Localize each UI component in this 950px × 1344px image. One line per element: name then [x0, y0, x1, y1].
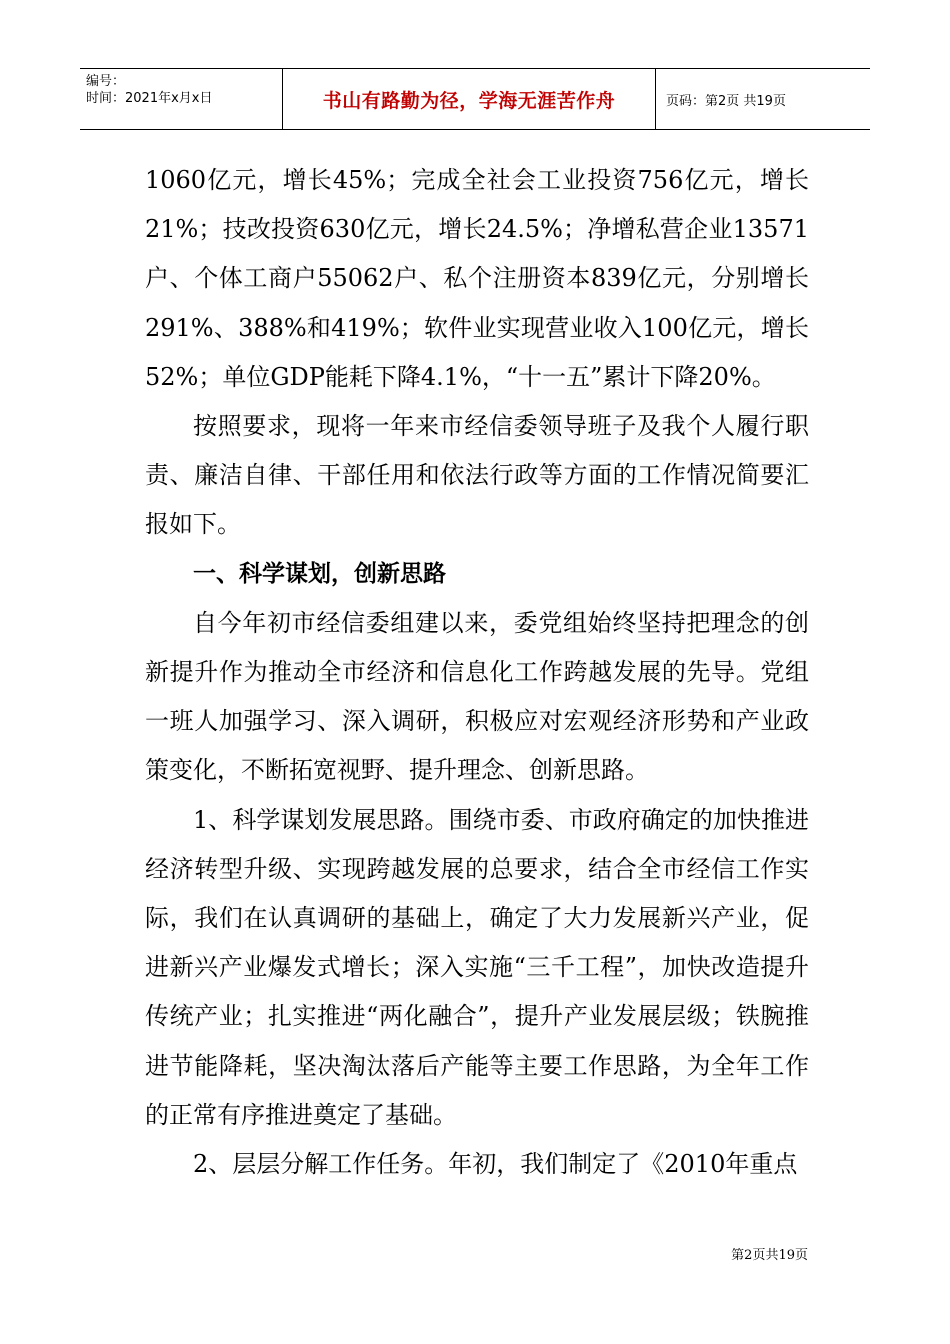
header-motto	[283, 69, 656, 129]
section-heading-1: 一、科学谋划，创新思路	[193, 560, 446, 587]
paragraph-item-2: 2、层层分解工作任务。年初，我们制定了《2010年重点	[193, 1150, 798, 1179]
header-page-cell	[656, 69, 870, 129]
paragraph-item-1: 1、科学谋划发展思路。围绕市委、市政府确定的加快推进经济转型升级、实现跨越发展的总要求，结合全市经信工作实际，我们在认真调研的基础上，确定了大力发展新兴产业，促进新兴产业爆发式增长；深入实施“三千工程”，加快改造提升传统产业；扎实推进“两化融合”，提升产业发展层级；铁腕推进节能降耗，坚决淘汰落后产能等主要工作思路，为全年工作的正常有序推进奠定了基础。	[145, 805, 809, 1129]
document-body	[145, 156, 809, 1189]
doc-number-label: 编号：	[86, 74, 126, 89]
page-header	[80, 68, 870, 130]
paragraph-section1-intro: 自今年初市经信委组建以来，委党组始终坚持把理念的创新提升作为推动全市经济和信息化工作跨越发展的先导。党组一班人加强学习、深入调研，积极应对宏观经济形势和产业政策变化，不断拓宽视野、提升理念、创新思路。	[145, 608, 809, 785]
header-page-label: 页码：第2页 共19页	[666, 93, 786, 109]
header-meta-cell	[80, 69, 283, 129]
paragraph-statistics: 1060亿元，增长45%；完成全社会工业投资756亿元，增长21%；技改投资630亿元，增长24.5%；净增私营企业13571户、个体工商户55062户、私个注册资本839亿元，分别增长291%、388%和419%；软件业实现营业收入100亿元，增长52%；单位GDP能耗下降4.1%，“十一五”累计下降20%。	[145, 166, 809, 391]
motto-text: 书山有路勤为径，学海无涯苦作舟	[322, 89, 616, 112]
page-footer	[731, 1244, 808, 1263]
doc-time-label: 时间：2021年x月x日	[86, 91, 213, 106]
footer-page-number: 第2页共19页	[731, 1248, 808, 1263]
paragraph-intro: 按照要求，现将一年来市经信委领导班子及我个人履行职责、廉洁自律、干部任用和依法行政等方面的工作情况简要汇报如下。	[145, 412, 809, 539]
